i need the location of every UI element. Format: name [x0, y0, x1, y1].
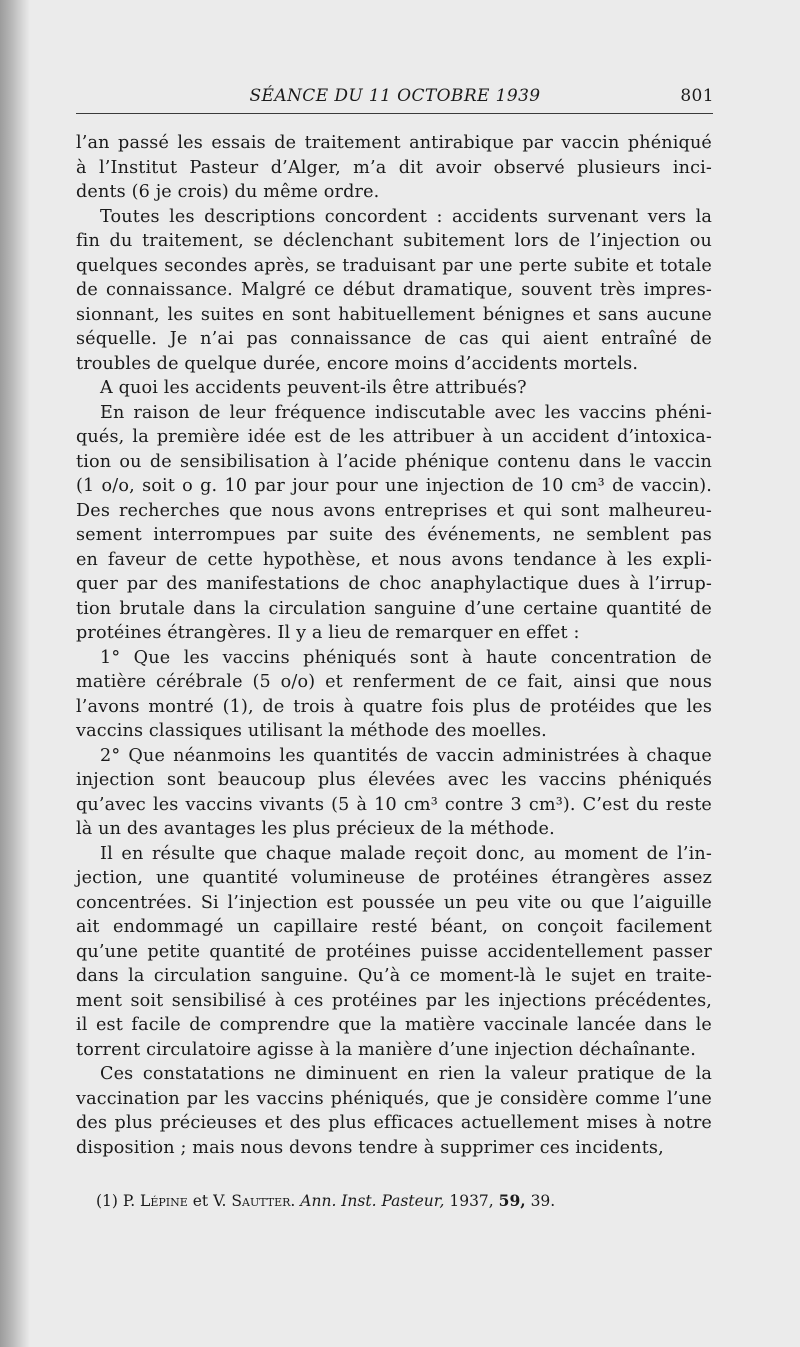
text-line: qués, la première idée est de les attribuer à un accident d’intoxica- — [76, 427, 712, 447]
text-line: matière cérébrale (5 o/o) et renferment de ce fait, ainsi que nous — [76, 672, 712, 692]
binding-shadow — [0, 0, 30, 1347]
text-line: troubles de quelque durée, encore moins d’accidents mortels. — [76, 353, 639, 374]
footnote-year: 1937, — [449, 1192, 494, 1210]
text-line: quelques secondes après, se traduisant par une perte subite et totale — [76, 255, 712, 276]
text-line: séquelle. Je n’ai pas connaissance de cas qui aient entraîné de — [76, 329, 712, 349]
text-line: jection, une quantité volumineuse de protéines étrangères assez — [76, 868, 712, 888]
page-header — [76, 86, 714, 110]
footnote-journal: Ann. Inst. Pasteur, — [300, 1192, 445, 1210]
text-line: fin du traitement, se déclenchant subitement lors de l’injection ou — [76, 231, 712, 251]
paragraph — [76, 842, 712, 1063]
running-title: SÉANCE DU 11 OCTOBRE 1939 — [249, 86, 541, 106]
text-line: à l’Institut Pasteur d’Alger, m’a dit avoir observé plusieurs inci- — [76, 157, 712, 178]
body-text — [76, 131, 712, 1160]
text-line: quer par des manifestations de choc anaphylactique dues à l’irrup- — [76, 574, 712, 594]
paragraph — [76, 646, 712, 744]
text-line: qu’avec les vaccins vivants (5 à 10 cm³ contre 3 cm³). C’est du reste — [76, 794, 712, 815]
footnote-marker: (1) — [96, 1192, 118, 1210]
text-line: qu’une petite quantité de protéines puisse accidentellement passer — [76, 941, 712, 962]
text-line: il est facile de comprendre que la matière vaccinale lancée dans le — [76, 1015, 712, 1035]
text-line: des plus précieuses et des plus efficaces actuellement mises à notre — [76, 1113, 712, 1133]
text-line: tion brutale dans la circulation sanguine d’une certaine quantité de — [76, 598, 712, 619]
text-line: (1 o/o, soit o g. 10 par jour pour une injection de 10 cm³ de vaccin). — [76, 476, 712, 496]
footnote-page: 39. — [530, 1192, 556, 1210]
paragraph — [76, 205, 712, 377]
text-line: protéines étrangères. Il y a lieu de remarquer en effet : — [76, 623, 580, 643]
paragraph — [76, 376, 712, 401]
footnote-volume: 59, — [498, 1191, 526, 1210]
paragraph — [76, 131, 712, 205]
text-line: injection sont beaucoup plus élevées avec les vaccins phéniqués — [76, 770, 712, 790]
page-number: 801 — [680, 86, 714, 106]
footnote-author-1: P. Lépine — [122, 1192, 188, 1210]
text-line: dents (6 je crois) du même ordre. — [76, 182, 380, 202]
text-line: Des recherches que nous avons entreprises et qui sont malheureu- — [76, 500, 712, 521]
text-line: ment soit sensibilisé à ces protéines par les injections précédentes, — [76, 990, 712, 1011]
text-line: Toutes les descriptions concordent : accidents survenant vers la — [100, 206, 712, 227]
text-line: de connaissance. Malgré ce début dramatique, souvent très impres- — [76, 280, 712, 300]
text-line: 1° Que les vaccins phéniqués sont à haute concentration de — [100, 647, 712, 668]
footnote-conjunction: et — [192, 1192, 209, 1210]
header-rule — [76, 113, 713, 114]
text-line: torrent circulatoire agisse à la manière d’une injection déchaînante. — [76, 1039, 696, 1060]
footnote — [76, 1191, 676, 1211]
text-line: sement interrompues par suite des événements, ne semblent pas — [76, 525, 712, 545]
text-line: Ces constatations ne diminuent en rien la valeur pratique de la — [100, 1064, 712, 1084]
text-line: vaccins classiques utilisant la méthode des moelles. — [76, 721, 547, 741]
paragraph — [76, 1062, 712, 1160]
text-line: tion ou de sensibilisation à l’acide phénique contenu dans le vaccin — [76, 451, 712, 472]
text-line: en faveur de cette hypothèse, et nous avons tendance à les expli- — [76, 549, 712, 570]
text-line: l’an passé les essais de traitement antirabique par vaccin phéniqué — [76, 133, 712, 153]
text-line: 2° Que néanmoins les quantités de vaccin administrées à chaque — [100, 745, 712, 766]
text-line: disposition ; mais nous devons tendre à supprimer ces incidents, — [76, 1137, 664, 1158]
text-line: là un des avantages les plus précieux de la méthode. — [76, 819, 555, 839]
paragraph — [76, 744, 712, 842]
text-line: sionnant, les suites en sont habituellement bénignes et sans aucune — [76, 304, 712, 325]
text-line: dans la circulation sanguine. Qu’à ce moment-là le sujet en traite- — [76, 966, 712, 986]
text-line: En raison de leur fréquence indiscutable avec les vaccins phéni- — [100, 402, 712, 423]
text-line: ait endommagé un capillaire resté béant, on conçoit facilement — [76, 917, 712, 937]
paragraph — [76, 401, 712, 646]
text-line: l’avons montré (1), de trois à quatre fois plus de protéides que les — [76, 696, 712, 717]
text-line: A quoi les accidents peuvent-ils être attribués? — [100, 378, 527, 398]
text-line: concentrées. Si l’injection est poussée un peu vite ou que l’aiguille — [76, 892, 712, 913]
footnote-author-2: V. Sautter. — [213, 1192, 296, 1210]
text-line: Il en résulte que chaque malade reçoit donc, au moment de l’in- — [100, 843, 712, 864]
text-line: vaccination par les vaccins phéniqués, que je considère comme l’une — [76, 1088, 712, 1109]
